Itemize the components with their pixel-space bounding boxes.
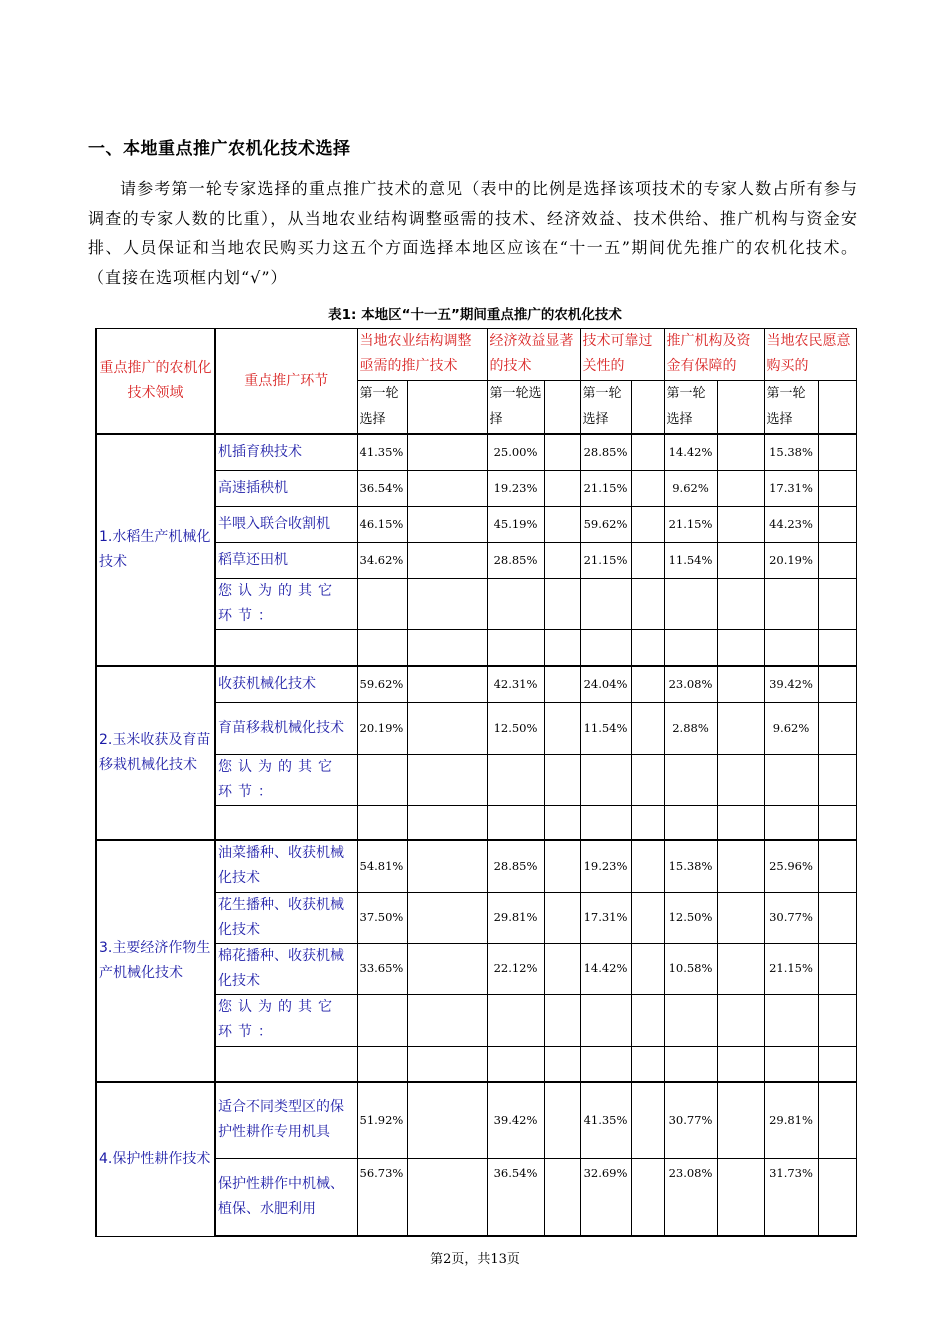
empty-cell[interactable] xyxy=(580,994,631,1046)
check-box[interactable] xyxy=(544,629,580,666)
percent-cell: 31.73% xyxy=(764,1158,818,1236)
stage-cell: 稻草还田机 xyxy=(215,542,357,578)
percent-cell: 23.08% xyxy=(664,1158,717,1236)
stage-cell: 花生播种、收获机械化技术 xyxy=(215,892,357,943)
check-box[interactable] xyxy=(818,470,856,506)
check-box[interactable] xyxy=(717,805,764,840)
check-box[interactable] xyxy=(631,943,664,994)
table-caption: 表1: 本地区“十一五”期间重点推广的农机化技术 xyxy=(328,307,622,323)
percent-cell: 25.96% xyxy=(764,840,818,892)
stage-cell: 收获机械化技术 xyxy=(215,666,357,702)
percent-cell: 21.15% xyxy=(580,470,631,506)
percent-cell: 22.12% xyxy=(487,943,544,994)
check-box[interactable] xyxy=(407,1158,487,1236)
check-box[interactable] xyxy=(544,1046,580,1082)
check-box[interactable] xyxy=(717,840,764,892)
check-box[interactable] xyxy=(544,840,580,892)
empty-cell[interactable] xyxy=(357,629,407,666)
check-box[interactable] xyxy=(407,943,487,994)
check-box[interactable] xyxy=(717,754,764,805)
check-box[interactable] xyxy=(407,840,487,892)
check-box[interactable] xyxy=(407,1082,487,1158)
check-box[interactable] xyxy=(407,381,487,435)
check-box[interactable] xyxy=(818,805,856,840)
check-box[interactable] xyxy=(544,892,580,943)
check-box[interactable] xyxy=(818,666,856,702)
intro-paragraph: 请参考第一轮专家选择的重点推广技术的意见（表中的比例是选择该项技术的专家人数占所有参与调查的专家人数的比重），从当地农业结构调整亟需的技术、经济效益、技术供给、推广机构与资金安排、人员保证和当地农民购买力这五个方面选择本地区应该在“十一五”期间优先推广的农机化技术。（直接在选项框内划“√”） xyxy=(88,179,858,287)
check-box[interactable] xyxy=(717,578,764,629)
check-box[interactable] xyxy=(818,434,856,470)
check-box[interactable] xyxy=(818,629,856,666)
check-box[interactable] xyxy=(407,470,487,506)
empty-cell[interactable] xyxy=(664,629,717,666)
percent-cell: 17.31% xyxy=(764,470,818,506)
check-box[interactable] xyxy=(544,702,580,754)
percent-cell: 28.85% xyxy=(487,542,544,578)
first-round-label: 第一轮选择 xyxy=(764,381,818,435)
check-box[interactable] xyxy=(544,994,580,1046)
percent-cell: 56.73% xyxy=(357,1158,407,1236)
empty-cell[interactable] xyxy=(357,805,407,840)
check-box[interactable] xyxy=(818,578,856,629)
check-box[interactable] xyxy=(544,506,580,542)
percent-cell: 20.19% xyxy=(357,702,407,754)
header-stage: 重点推广环节 xyxy=(215,329,357,435)
empty-cell[interactable] xyxy=(664,994,717,1046)
other-stage-label: 您认为的其它环节： xyxy=(215,994,357,1046)
percent-cell: 33.65% xyxy=(357,943,407,994)
percent-cell: 45.19% xyxy=(487,506,544,542)
percent-cell: 39.42% xyxy=(487,1082,544,1158)
check-box[interactable] xyxy=(717,943,764,994)
empty-cell[interactable] xyxy=(764,629,818,666)
check-box[interactable] xyxy=(631,542,664,578)
check-box[interactable] xyxy=(544,1082,580,1158)
percent-cell: 10.58% xyxy=(664,943,717,994)
stage-cell: 半喂入联合收割机 xyxy=(215,506,357,542)
first-round-label: 第一轮选择 xyxy=(357,381,407,435)
percent-cell: 34.62% xyxy=(357,542,407,578)
percent-cell: 21.15% xyxy=(664,506,717,542)
check-box[interactable] xyxy=(631,840,664,892)
domain-cell: 3.主要经济作物生产机械化技术 xyxy=(96,840,215,1082)
header-criterion: 当地农民愿意购买的 xyxy=(764,329,856,381)
percent-cell: 29.81% xyxy=(487,892,544,943)
percent-cell: 28.85% xyxy=(580,434,631,470)
empty-cell[interactable] xyxy=(487,754,544,805)
domain-cell: 1.水稻生产机械化技术 xyxy=(96,434,215,666)
check-box[interactable] xyxy=(631,629,664,666)
stage-cell: 高速插秧机 xyxy=(215,470,357,506)
empty-cell[interactable] xyxy=(487,805,544,840)
check-box[interactable] xyxy=(631,470,664,506)
check-box[interactable] xyxy=(818,381,856,435)
other-stage-label: 您认为的其它环节： xyxy=(215,754,357,805)
empty-cell[interactable] xyxy=(764,754,818,805)
percent-cell: 9.62% xyxy=(764,702,818,754)
percent-cell: 46.15% xyxy=(357,506,407,542)
check-box[interactable] xyxy=(631,578,664,629)
other-stage-label: 您认为的其它环节： xyxy=(215,578,357,629)
percent-cell: 14.42% xyxy=(664,434,717,470)
percent-cell: 54.81% xyxy=(357,840,407,892)
percent-cell: 11.54% xyxy=(664,542,717,578)
technology-table xyxy=(95,328,857,1237)
percent-cell: 30.77% xyxy=(664,1082,717,1158)
percent-cell: 41.35% xyxy=(357,434,407,470)
percent-cell: 30.77% xyxy=(764,892,818,943)
percent-cell: 36.54% xyxy=(357,470,407,506)
empty-cell[interactable] xyxy=(580,805,631,840)
percent-cell: 37.50% xyxy=(357,892,407,943)
check-box[interactable] xyxy=(717,702,764,754)
check-box[interactable] xyxy=(407,754,487,805)
percent-cell: 19.23% xyxy=(487,470,544,506)
empty-cell[interactable] xyxy=(764,805,818,840)
empty-cell[interactable] xyxy=(580,578,631,629)
check-box[interactable] xyxy=(631,892,664,943)
percent-cell: 51.92% xyxy=(357,1082,407,1158)
empty-cell[interactable] xyxy=(764,578,818,629)
check-box[interactable] xyxy=(631,434,664,470)
percent-cell: 12.50% xyxy=(487,702,544,754)
empty-cell[interactable] xyxy=(357,578,407,629)
other-stage-input[interactable] xyxy=(215,1046,357,1082)
header-domain: 重点推广的农机化技术领域 xyxy=(96,329,215,435)
check-box[interactable] xyxy=(818,840,856,892)
empty-cell[interactable] xyxy=(487,1046,544,1082)
check-box[interactable] xyxy=(717,1158,764,1236)
check-box[interactable] xyxy=(631,805,664,840)
percent-cell: 28.85% xyxy=(487,840,544,892)
check-box[interactable] xyxy=(631,666,664,702)
empty-cell[interactable] xyxy=(664,754,717,805)
stage-cell: 棉花播种、收获机械化技术 xyxy=(215,943,357,994)
header-criterion: 推广机构及资金有保障的 xyxy=(664,329,764,381)
check-box[interactable] xyxy=(631,754,664,805)
check-box[interactable] xyxy=(818,1046,856,1082)
percent-cell: 2.88% xyxy=(664,702,717,754)
percent-cell: 44.23% xyxy=(764,506,818,542)
check-box[interactable] xyxy=(818,994,856,1046)
check-box[interactable] xyxy=(717,1082,764,1158)
domain-cell: 2.玉米收获及育苗移栽机械化技术 xyxy=(96,666,215,840)
percent-cell: 42.31% xyxy=(487,666,544,702)
stage-cell: 油菜播种、收获机械化技术 xyxy=(215,840,357,892)
stage-cell: 机插育秧技术 xyxy=(215,434,357,470)
header-criterion: 当地农业结构调整亟需的推广技术 xyxy=(357,329,487,381)
empty-cell[interactable] xyxy=(580,629,631,666)
check-box[interactable] xyxy=(818,506,856,542)
check-box[interactable] xyxy=(407,666,487,702)
percent-cell: 59.62% xyxy=(357,666,407,702)
check-box[interactable] xyxy=(407,702,487,754)
percent-cell: 12.50% xyxy=(664,892,717,943)
percent-cell: 41.35% xyxy=(580,1082,631,1158)
domain-cell: 4.保护性耕作技术 xyxy=(96,1082,215,1236)
empty-cell[interactable] xyxy=(357,754,407,805)
check-box[interactable] xyxy=(717,434,764,470)
check-box[interactable] xyxy=(717,1046,764,1082)
check-box[interactable] xyxy=(717,506,764,542)
first-round-label: 第一轮选择 xyxy=(580,381,631,435)
check-box[interactable] xyxy=(544,1158,580,1236)
check-box[interactable] xyxy=(407,629,487,666)
empty-cell[interactable] xyxy=(764,1046,818,1082)
check-box[interactable] xyxy=(717,994,764,1046)
check-box[interactable] xyxy=(818,702,856,754)
section-heading: 一、本地重点推广农机化技术选择 xyxy=(88,139,351,159)
percent-cell: 59.62% xyxy=(580,506,631,542)
check-box[interactable] xyxy=(631,702,664,754)
check-box[interactable] xyxy=(631,994,664,1046)
check-box[interactable] xyxy=(544,470,580,506)
check-box[interactable] xyxy=(818,1082,856,1158)
percent-cell: 32.69% xyxy=(580,1158,631,1236)
check-box[interactable] xyxy=(717,381,764,435)
first-round-label: 第一轮选择 xyxy=(664,381,717,435)
percent-cell: 20.19% xyxy=(764,542,818,578)
stage-cell: 保护性耕作中机械、植保、水肥利用 xyxy=(215,1158,357,1236)
empty-cell[interactable] xyxy=(487,629,544,666)
percent-cell: 25.00% xyxy=(487,434,544,470)
check-box[interactable] xyxy=(717,629,764,666)
empty-cell[interactable] xyxy=(764,994,818,1046)
empty-cell[interactable] xyxy=(357,994,407,1046)
check-box[interactable] xyxy=(717,470,764,506)
check-box[interactable] xyxy=(818,943,856,994)
page-footer: 第2页，共13页 xyxy=(430,1252,520,1267)
check-box[interactable] xyxy=(407,892,487,943)
check-box[interactable] xyxy=(407,805,487,840)
empty-cell[interactable] xyxy=(664,578,717,629)
empty-cell[interactable] xyxy=(580,754,631,805)
check-box[interactable] xyxy=(631,506,664,542)
percent-cell: 29.81% xyxy=(764,1082,818,1158)
other-stage-input[interactable] xyxy=(215,629,357,666)
percent-cell: 15.38% xyxy=(664,840,717,892)
empty-cell[interactable] xyxy=(664,805,717,840)
check-box[interactable] xyxy=(544,578,580,629)
stage-cell: 适合不同类型区的保护性耕作专用机具 xyxy=(215,1082,357,1158)
check-box[interactable] xyxy=(544,666,580,702)
percent-cell: 9.62% xyxy=(664,470,717,506)
check-box[interactable] xyxy=(717,666,764,702)
check-box[interactable] xyxy=(818,542,856,578)
check-box[interactable] xyxy=(407,542,487,578)
check-box[interactable] xyxy=(631,1158,664,1236)
check-box[interactable] xyxy=(631,381,664,435)
check-box[interactable] xyxy=(544,943,580,994)
check-box[interactable] xyxy=(407,1046,487,1082)
empty-cell[interactable] xyxy=(487,994,544,1046)
check-box[interactable] xyxy=(544,542,580,578)
check-box[interactable] xyxy=(407,578,487,629)
percent-cell: 17.31% xyxy=(580,892,631,943)
header-criterion: 经济效益显著的技术 xyxy=(487,329,580,381)
check-box[interactable] xyxy=(631,1046,664,1082)
stage-cell: 育苗移栽机械化技术 xyxy=(215,702,357,754)
check-box[interactable] xyxy=(544,381,580,435)
empty-cell[interactable] xyxy=(357,1046,407,1082)
check-box[interactable] xyxy=(631,1082,664,1158)
percent-cell: 36.54% xyxy=(487,1158,544,1236)
check-box[interactable] xyxy=(544,805,580,840)
percent-cell: 15.38% xyxy=(764,434,818,470)
percent-cell: 39.42% xyxy=(764,666,818,702)
empty-cell[interactable] xyxy=(664,1046,717,1082)
percent-cell: 21.15% xyxy=(580,542,631,578)
check-box[interactable] xyxy=(818,892,856,943)
percent-cell: 11.54% xyxy=(580,702,631,754)
percent-cell: 24.04% xyxy=(580,666,631,702)
check-box[interactable] xyxy=(717,892,764,943)
first-round-label: 第一轮选择 xyxy=(487,381,544,435)
other-stage-input[interactable] xyxy=(215,805,357,840)
empty-cell[interactable] xyxy=(580,1046,631,1082)
check-box[interactable] xyxy=(717,542,764,578)
check-box[interactable] xyxy=(407,434,487,470)
empty-cell[interactable] xyxy=(487,578,544,629)
check-box[interactable] xyxy=(407,994,487,1046)
check-box[interactable] xyxy=(407,506,487,542)
check-box[interactable] xyxy=(818,754,856,805)
check-box[interactable] xyxy=(544,754,580,805)
percent-cell: 14.42% xyxy=(580,943,631,994)
check-box[interactable] xyxy=(818,1158,856,1236)
header-criterion: 技术可靠过关性的 xyxy=(580,329,664,381)
check-box[interactable] xyxy=(544,434,580,470)
percent-cell: 21.15% xyxy=(764,943,818,994)
percent-cell: 23.08% xyxy=(664,666,717,702)
percent-cell: 19.23% xyxy=(580,840,631,892)
